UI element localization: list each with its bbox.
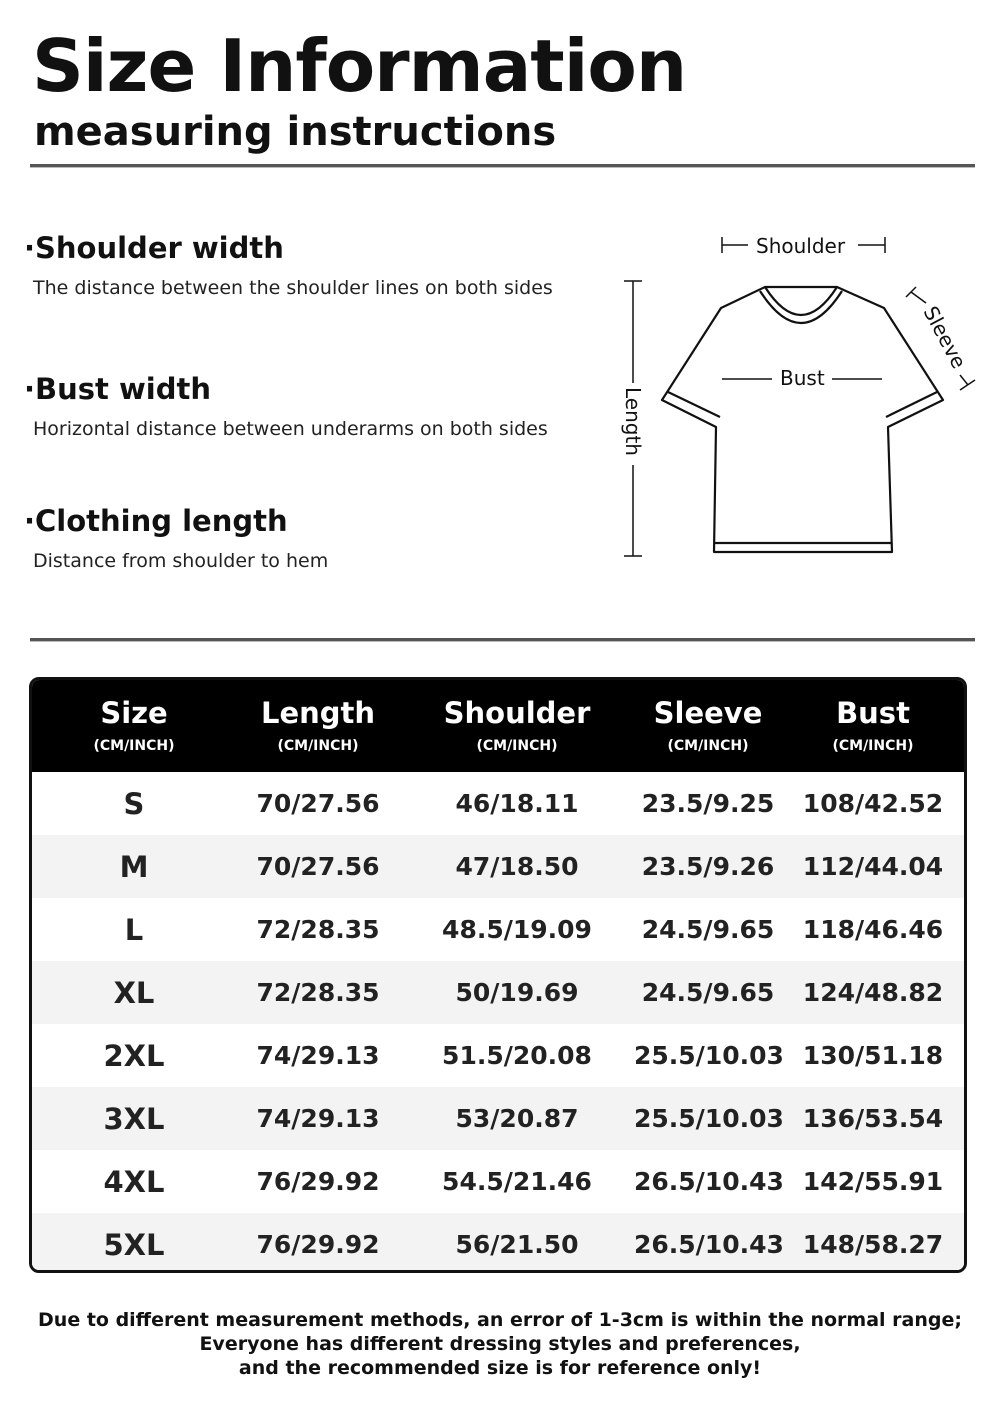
cell-size: 5XL	[103, 1227, 165, 1262]
header-name: Shoulder	[443, 696, 591, 731]
cell-sleeve: 24.5/9.65	[641, 915, 775, 944]
cell-sleeve: 26.5/10.43	[634, 1230, 784, 1259]
cell-sleeve: 25.5/10.03	[634, 1041, 784, 1070]
header-name: Bust	[836, 696, 910, 731]
table-row	[32, 1150, 964, 1213]
column-header-bust	[782, 680, 964, 772]
header-unit: (CM/INCH)	[832, 737, 914, 754]
cell-shoulder: 51.5/20.08	[442, 1041, 592, 1070]
table-header	[32, 680, 964, 772]
page-subtitle: measuring instructions	[34, 109, 557, 155]
cell-length: 70/27.56	[256, 852, 380, 881]
cell-sleeve: 23.5/9.25	[641, 789, 775, 818]
cell-size: S	[123, 786, 145, 821]
shoulder-label: Shoulder	[756, 234, 846, 258]
table-row	[32, 898, 964, 961]
tshirt-icon	[610, 225, 980, 570]
disclaimer-line: Everyone has different dressing styles and preferences,	[199, 1333, 801, 1355]
cell-sleeve: 23.5/9.26	[641, 852, 775, 881]
measure-description: Horizontal distance between underarms on both sides	[33, 417, 548, 440]
cell-length: 72/28.35	[256, 978, 380, 1007]
cell-sleeve: 26.5/10.43	[634, 1167, 784, 1196]
cell-size: L	[124, 912, 144, 947]
header-unit: (CM/INCH)	[476, 737, 558, 754]
sleeve-label: Sleeve	[918, 302, 972, 373]
measure-length	[24, 506, 604, 572]
cell-length: 74/29.13	[256, 1104, 380, 1133]
cell-shoulder: 56/21.50	[455, 1230, 579, 1259]
cell-size: M	[119, 849, 149, 884]
cell-size: 4XL	[103, 1164, 165, 1199]
measure-description: Distance from shoulder to hem	[33, 549, 329, 572]
cell-length: 70/27.56	[256, 789, 380, 818]
cell-bust: 130/51.18	[802, 1041, 944, 1070]
table-row	[32, 835, 964, 898]
disclaimer-line: and the recommended size is for reference only!	[238, 1357, 762, 1379]
header-unit: (CM/INCH)	[93, 737, 175, 754]
cell-bust: 148/58.27	[802, 1230, 944, 1259]
cell-shoulder: 48.5/19.09	[442, 915, 592, 944]
table-row	[32, 772, 964, 835]
measure-name: ·Bust width	[24, 372, 211, 406]
table-body	[32, 772, 964, 1273]
cell-size: 3XL	[103, 1101, 165, 1136]
column-header-length	[236, 680, 400, 772]
cell-bust: 136/53.54	[802, 1104, 944, 1133]
column-header-sleeve	[634, 680, 782, 772]
measure-name: ·Clothing length	[24, 504, 288, 538]
cell-bust: 118/46.46	[802, 915, 944, 944]
size-table	[29, 677, 967, 1273]
header-name: Sleeve	[653, 696, 763, 731]
cell-length: 72/28.35	[256, 915, 380, 944]
divider-top	[30, 164, 975, 168]
cell-sleeve: 25.5/10.03	[634, 1104, 784, 1133]
cell-bust: 124/48.82	[802, 978, 944, 1007]
measure-description: The distance between the shoulder lines on both sides	[33, 276, 553, 299]
tshirt-outline	[662, 287, 943, 552]
table-row	[32, 1024, 964, 1087]
header-unit: (CM/INCH)	[277, 737, 359, 754]
cell-size: 2XL	[103, 1038, 165, 1073]
measure-bust	[24, 374, 604, 440]
measure-name: ·Shoulder width	[24, 231, 284, 265]
cell-bust: 108/42.52	[802, 789, 944, 818]
length-label: Length	[621, 387, 645, 456]
cell-shoulder: 54.5/21.46	[442, 1167, 592, 1196]
column-header-size	[32, 680, 236, 772]
column-header-shoulder	[400, 680, 634, 772]
cell-length: 76/29.92	[256, 1230, 380, 1259]
cell-shoulder: 46/18.11	[455, 789, 579, 818]
disclaimer-line: Due to different measurement methods, an error of 1-3cm is within the normal range;	[38, 1309, 962, 1331]
table-row	[32, 1213, 964, 1273]
cell-length: 74/29.13	[256, 1041, 380, 1070]
disclaimer	[0, 1308, 1000, 1380]
cell-length: 76/29.92	[256, 1167, 380, 1196]
header-unit: (CM/INCH)	[667, 737, 749, 754]
page-title: Size Information	[32, 24, 687, 108]
tshirt-diagram	[610, 225, 980, 570]
cell-shoulder: 47/18.50	[455, 852, 579, 881]
bust-label: Bust	[780, 366, 825, 390]
cell-bust: 142/55.91	[802, 1167, 944, 1196]
cell-bust: 112/44.04	[802, 852, 944, 881]
table-row	[32, 961, 964, 1024]
measure-shoulder	[24, 233, 604, 299]
divider-middle	[30, 638, 975, 642]
cell-size: XL	[113, 975, 155, 1010]
table-row	[32, 1087, 964, 1150]
cell-shoulder: 50/19.69	[455, 978, 579, 1007]
header-name: Length	[260, 696, 376, 731]
cell-shoulder: 53/20.87	[455, 1104, 579, 1133]
cell-sleeve: 24.5/9.65	[641, 978, 775, 1007]
header-name: Size	[100, 696, 168, 731]
